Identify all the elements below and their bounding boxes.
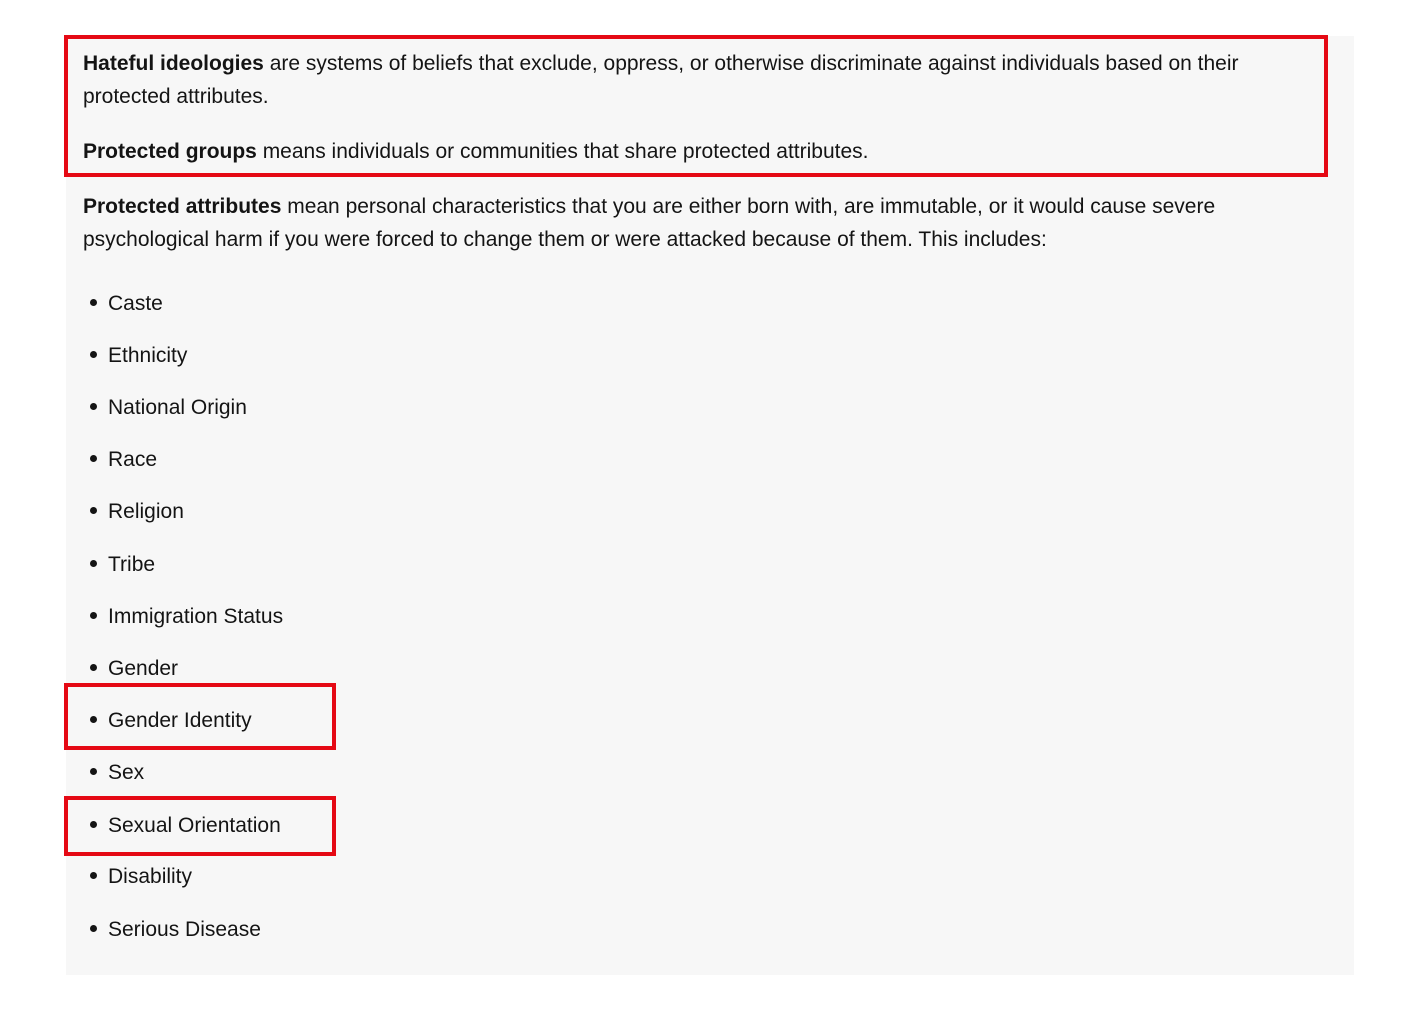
bullet-icon xyxy=(90,872,97,879)
list-item-label: Caste xyxy=(108,292,163,315)
bullet-icon xyxy=(90,455,97,462)
list-item-label: Gender xyxy=(108,657,179,680)
bullet-icon xyxy=(90,560,97,567)
bullet-icon xyxy=(90,768,97,775)
list-item-label: Immigration Status xyxy=(108,605,284,628)
list-item xyxy=(88,758,144,788)
list-item xyxy=(88,862,192,892)
protected-attributes-text: mean personal characteristics that you are either born with, are immutable, or it would cause severe psychological harm if you were forced to change them or were attacked because of them. This includes: xyxy=(83,195,1216,251)
list-item xyxy=(88,341,187,371)
bullet-icon xyxy=(90,403,97,410)
list-item xyxy=(88,654,178,684)
list-item-label: National Origin xyxy=(108,396,247,419)
bullet-icon xyxy=(90,351,97,358)
list-item xyxy=(88,445,157,475)
list-item xyxy=(88,811,281,841)
list-item xyxy=(88,393,247,423)
protected-groups-definition xyxy=(83,135,1313,168)
list-item xyxy=(88,497,184,527)
bullet-icon xyxy=(90,716,97,723)
list-item-label: Race xyxy=(108,448,158,471)
hateful-ideologies-text: are systems of beliefs that exclude, oppress, or otherwise discriminate against individuals based on their protected attributes. xyxy=(83,52,1239,108)
bullet-icon xyxy=(90,664,97,671)
list-item-label: Religion xyxy=(108,500,184,523)
list-item-label: Tribe xyxy=(108,553,156,576)
list-item-label: Serious Disease xyxy=(108,918,261,941)
list-item xyxy=(88,550,155,580)
hateful-ideologies-definition xyxy=(83,47,1313,113)
list-item-label: Sexual Orientation xyxy=(108,814,281,837)
list-item-label: Ethnicity xyxy=(108,344,188,367)
list-item xyxy=(88,706,252,736)
protected-groups-text: means individuals or communities that share protected attributes. xyxy=(256,140,869,163)
bullet-icon xyxy=(90,925,97,932)
bullet-icon xyxy=(90,821,97,828)
hateful-ideologies-term: Hateful ideologies xyxy=(83,52,264,75)
bullet-icon xyxy=(90,299,97,306)
protected-attributes-term: Protected attributes xyxy=(83,195,282,218)
list-item xyxy=(88,602,283,632)
list-item-label: Disability xyxy=(108,865,193,888)
list-item-label: Gender Identity xyxy=(108,709,252,732)
list-item xyxy=(88,915,261,945)
protected-groups-term: Protected groups xyxy=(83,140,257,163)
list-item xyxy=(88,289,163,319)
list-item-label: Sex xyxy=(108,761,145,784)
protected-attributes-definition xyxy=(83,190,1283,256)
bullet-icon xyxy=(90,507,97,514)
bullet-icon xyxy=(90,612,97,619)
